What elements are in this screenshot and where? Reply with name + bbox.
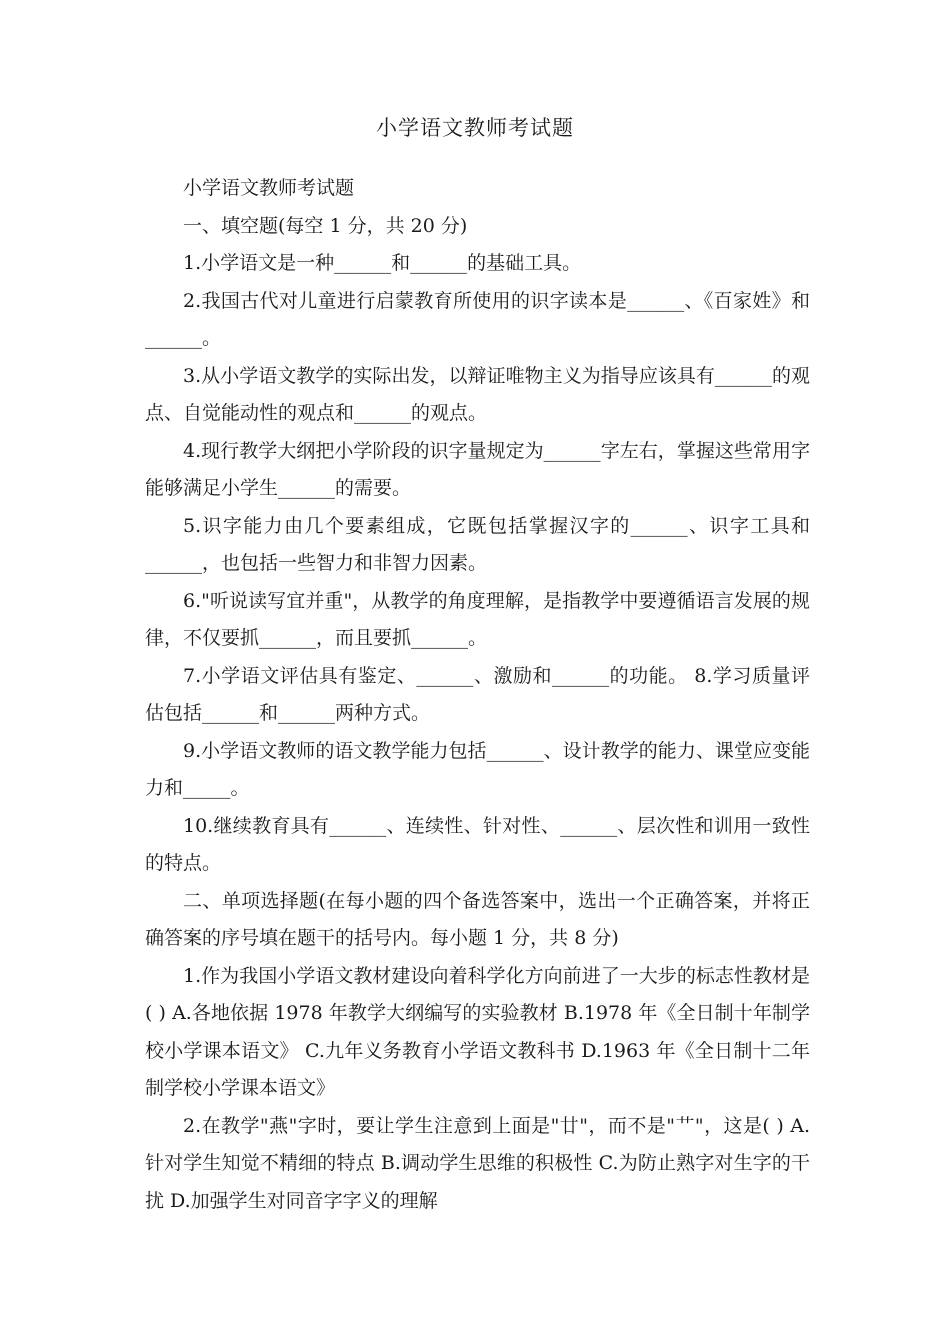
paragraph-subtitle: 小学语文教师考试题: [183, 177, 355, 199]
question-fill-5: 5.识字能力由几个要素组成，它既包括掌握汉字的______、识字工具和______，也包括一些智力和非智力因素。: [145, 514, 810, 574]
question-fill-9: 9.小学语文教师的语文教学能力包括______、设计教学的能力、课堂应变能力和_____。: [145, 739, 810, 799]
question-fill-4: 4.现行教学大纲把小学阶段的识字量规定为______字左右，掌握这些常用字能够满足小学生______的需要。: [145, 439, 810, 499]
question-fill-6: 6."听说读写宜并重"，从教学的角度理解，是指教学中要遵循语言发展的规律，不仅要抓______，而且要抓______。: [145, 589, 810, 649]
question-fill-7-8: 7.小学语文评估具有鉴定、______、激励和______的功能。 8.学习质量评估包括______和______两种方式。: [145, 664, 810, 724]
document-title: 小学语文教师考试题: [376, 116, 574, 140]
question-choice-1: 1.作为我国小学语文教材建设向着科学化方向前进了一大步的标志性教材是( ) A.各地依据 1978 年教学大纲编写的实验教材 B.1978 年《全日制十年制学校小学课本语文》 C.九年义务教育小学语文教科书 D.1963 年《全日制十二年制学校小学课本语文》: [145, 964, 810, 1099]
section-heading-single-choice: 二、单项选择题(在每小题的四个备选答案中，选出一个正确答案，并将正确答案的序号填在题干的括号内。每小题 1 分，共 8 分): [145, 889, 810, 949]
question-choice-2: 2.在教学"燕"字时，要让学生注意到上面是"廿"，而不是"艹"，这是( ) A.针对学生知觉不精细的特点 B.调动学生思维的积极性 C.为防止熟字对生字的干扰 D.加强学生对同音字字义的理解: [145, 1114, 810, 1212]
document-body: [145, 170, 810, 1220]
question-fill-3: 3.从小学语文教学的实际出发，以辩证唯物主义为指导应该具有______的观点、自觉能动性的观点和______的观点。: [145, 364, 810, 424]
question-fill-2: 2.我国古代对儿童进行启蒙教育所使用的识字读本是______、《百家姓》和______。: [145, 289, 810, 349]
section-heading-fill-blank: 一、填空题(每空 1 分，共 20 分): [183, 214, 468, 237]
question-fill-1: 1.小学语文是一种______和______的基础工具。: [183, 252, 582, 274]
question-fill-10: 10.继续教育具有______、连续性、针对性、______、层次性和训用一致性的特点。: [145, 814, 810, 874]
